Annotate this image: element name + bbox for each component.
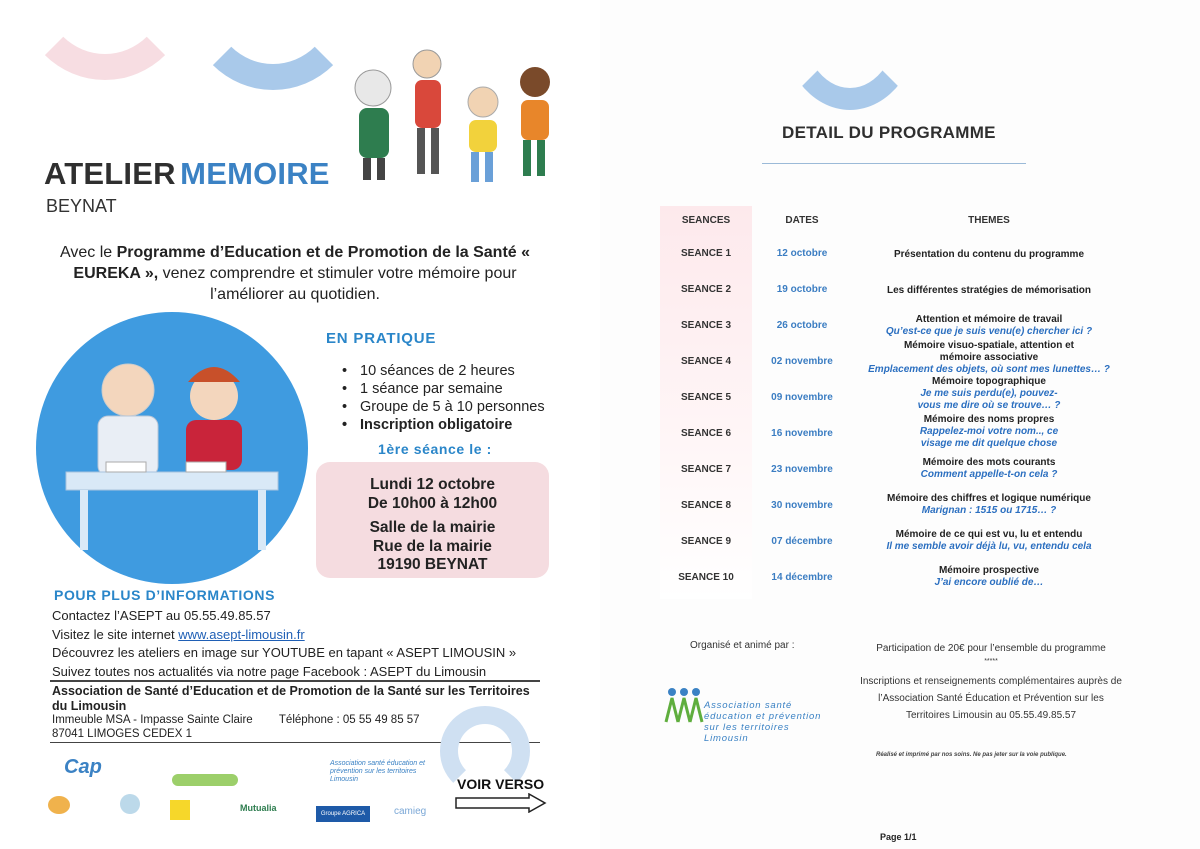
table-row <box>660 236 1180 272</box>
row-theme-sub: Comment appelle-t-on cela ? <box>920 469 1058 480</box>
row-theme-sub: Qu’est-ce que je suis venu(e) chercher ici ? <box>885 326 1093 337</box>
programme-table <box>660 206 1180 596</box>
row-theme-block <box>852 457 1126 481</box>
row-theme-sub: J’ai encore oublié de… <box>934 577 1044 588</box>
mutualia-logo: Mutualia <box>240 803 277 813</box>
agrica-logo: Groupe AGRICA <box>316 806 370 822</box>
row-theme-block <box>852 565 1126 589</box>
row-date: 26 octobre <box>776 320 828 331</box>
asept-logo-text: Association santé éducation et prévention sur les territoires Limousin <box>704 700 822 744</box>
header-dates: DATES <box>785 215 819 226</box>
divider <box>50 680 540 682</box>
row-theme: Attention et mémoire de travail <box>915 314 1063 325</box>
programme-title: DETAIL DU PROGRAMME <box>782 123 996 142</box>
row-date: 09 novembre <box>771 392 833 403</box>
assoc-address <box>52 713 420 741</box>
participation-info <box>860 640 1122 724</box>
workshop-scene <box>36 312 308 584</box>
city-label: BEYNAT <box>46 196 117 216</box>
arrow-right-icon <box>455 793 547 813</box>
intro-text <box>40 242 550 305</box>
website-link[interactable]: www.asept-limousin.fr <box>178 626 305 642</box>
assoc-phone: Téléphone : 05 55 49 85 57 <box>278 714 420 726</box>
cap-logo: Cap <box>64 756 102 778</box>
pratique-item: • Inscription obligatoire <box>342 416 545 434</box>
info-contact: Contactez l’ASEPT au 05.55.49.85.57 <box>52 608 271 623</box>
senior-figure-3 <box>468 87 498 182</box>
pratique-list <box>342 362 545 434</box>
row-theme-block <box>852 340 1126 376</box>
inscriptions-text: Inscriptions et renseignements complémentaires auprès de l’Association Santé Éducation et Prévention sur les Territoires Limousin au 05.55.49.85.57 <box>860 676 1122 721</box>
info-facebook: Suivez toutes nos actualités via notre page Facebook : ASEPT du Limousin <box>52 663 487 679</box>
row-theme-block <box>852 314 1126 338</box>
row-date: 16 novembre <box>771 428 833 439</box>
row-date: 12 octobre <box>776 248 828 259</box>
rdv-place1: Salle de la mairie <box>369 519 496 536</box>
row-theme: Présentation du contenu du programme <box>893 249 1085 260</box>
assoc-name: Association de Santé d’Education et de Promotion de la Santé sur les Territoires du Limousin <box>52 684 530 713</box>
table-row <box>660 272 1180 308</box>
row-theme: Mémoire des chiffres et logique numérique <box>887 493 1091 504</box>
first-session-label: 1ère séance le : <box>378 441 492 457</box>
row-seance: SEANCE 8 <box>680 500 731 511</box>
row-date: 14 décembre <box>771 572 833 583</box>
rdv-date: Lundi 12 octobre <box>370 476 495 493</box>
header-themes: THEMES <box>968 215 1010 226</box>
row-seance: SEANCE 2 <box>680 284 731 295</box>
partner-logo <box>172 774 238 786</box>
row-date: 07 décembre <box>771 536 833 547</box>
row-date: 02 novembre <box>771 356 833 367</box>
header-seances: SEANCES <box>681 215 731 226</box>
row-seance: SEANCE 9 <box>680 536 731 547</box>
asept-logo-small: Association santé éducation et prévention sur les territoires Limousin <box>330 760 425 783</box>
row-theme-sub: Emplacement des objets, où sont mes lunettes… ? <box>868 364 1110 375</box>
table-row <box>660 560 1180 596</box>
row-date: 23 novembre <box>771 464 833 475</box>
rdv-place2: Rue de la mairie <box>373 537 492 555</box>
table-row <box>660 376 1180 416</box>
row-theme-sub: Je me suis perdu(e), pouvez-vous me dire où se trouve… ? <box>917 388 1061 411</box>
pratique-item: • Groupe de 5 à 10 personnes <box>342 398 545 416</box>
camieg-logo: camieg <box>394 806 427 817</box>
table-header <box>660 206 1180 236</box>
partner-logo <box>170 800 190 820</box>
partner-logo <box>120 794 140 814</box>
row-theme-sub: Rappelez-moi votre nom.., ce visage me dit quelque chose <box>919 426 1059 449</box>
table-row <box>660 340 1180 380</box>
page-number: Page 1/1 <box>880 832 917 842</box>
voir-verso: VOIR VERSO <box>457 776 545 792</box>
table-row <box>660 416 1180 452</box>
decor-arc-pink <box>20 0 190 80</box>
info-title: POUR PLUS D’INFORMATIONS <box>54 587 276 603</box>
pratique-item: • 10 séances de 2 heures <box>342 362 545 380</box>
partner-logo <box>48 796 70 814</box>
info-lines <box>52 607 516 681</box>
row-theme: Mémoire de ce qui est vu, lu et entendu <box>895 529 1083 540</box>
rdv-box <box>316 462 549 578</box>
table-row <box>660 524 1180 560</box>
row-theme-sub: Marignan : 1515 ou 1715… ? <box>921 505 1057 516</box>
info-site-prefix: Visitez le site internet <box>52 626 175 642</box>
row-theme: Mémoire topographique <box>932 376 1046 387</box>
row-theme: Mémoire visuo-spatiale, attention et mémoire associative <box>903 340 1075 363</box>
row-seance: SEANCE 10 <box>678 572 734 583</box>
seniors-illustration <box>335 40 565 190</box>
asept-logo <box>704 700 824 744</box>
row-theme: Les différentes stratégies de mémorisation <box>887 285 1091 296</box>
row-seance: SEANCE 1 <box>680 248 731 259</box>
assoc-addr2: 87041 LIMOGES CEDEX 1 <box>52 728 192 740</box>
intro-prefix: Avec le <box>59 244 113 261</box>
row-date: 19 octobre <box>776 284 828 295</box>
row-theme-block <box>852 376 1126 412</box>
row-theme-block <box>852 414 1126 450</box>
row-theme-sub: Il me semble avoir déjà lu, vu, entendu cela <box>886 541 1092 552</box>
asept-people-icon <box>662 686 708 724</box>
row-theme-block <box>852 493 1126 517</box>
decor-arc-blue <box>188 0 358 90</box>
row-theme-block <box>852 529 1126 553</box>
row-date: 30 novembre <box>771 500 833 511</box>
stars-separator: ***** <box>984 658 998 665</box>
intro-suffix: venez comprendre et stimuler votre mémoire pour l’améliorer au quotidien. <box>162 265 517 303</box>
row-seance: SEANCE 5 <box>680 392 731 403</box>
row-seance: SEANCE 6 <box>680 428 731 439</box>
pratique-title: EN PRATIQUE <box>326 330 437 347</box>
row-seance: SEANCE 4 <box>680 356 731 367</box>
participation-text: Participation de 20€ pour l’ensemble du programme <box>876 643 1106 654</box>
intro-program: Programme d’Education et de Promotion de la Santé « EUREKA », <box>73 244 531 282</box>
senior-figure-1 <box>355 70 391 180</box>
decor-arc-blue <box>778 0 922 110</box>
info-site <box>52 626 516 645</box>
rdv-time: De 10h00 à 12h00 <box>367 494 498 512</box>
senior-figure-4 <box>520 67 550 176</box>
organized-by-label: Organisé et animé par : <box>690 640 795 651</box>
senior-figure-2 <box>413 50 441 174</box>
row-theme: Mémoire prospective <box>938 565 1040 576</box>
table-row <box>660 452 1180 488</box>
flyer-title <box>44 156 330 192</box>
info-youtube: Découvrez les ateliers en image sur YOUTUBE en tapant « ASEPT LIMOUSIN » <box>52 645 517 660</box>
rdv-place3: 19190 BEYNAT <box>377 556 488 573</box>
pratique-item: • 1 séance par semaine <box>342 380 545 398</box>
title-part2: MEMOIRE <box>180 156 330 191</box>
workshop-illustration <box>36 312 308 584</box>
row-theme: Mémoire des noms propres <box>923 414 1055 425</box>
row-seance: SEANCE 3 <box>680 320 731 331</box>
table-row <box>660 488 1180 524</box>
title-underline <box>762 163 1026 164</box>
printed-notice: Réalisé et imprimé par nos soins. Ne pas jeter sur la voie publique. <box>876 752 1067 758</box>
assoc-addr1: Immeuble MSA - Impasse Sainte Claire <box>52 714 253 726</box>
table-row <box>660 308 1180 344</box>
row-seance: SEANCE 7 <box>680 464 731 475</box>
row-theme: Mémoire des mots courants <box>922 457 1056 468</box>
title-part1: ATELIER <box>44 156 176 191</box>
